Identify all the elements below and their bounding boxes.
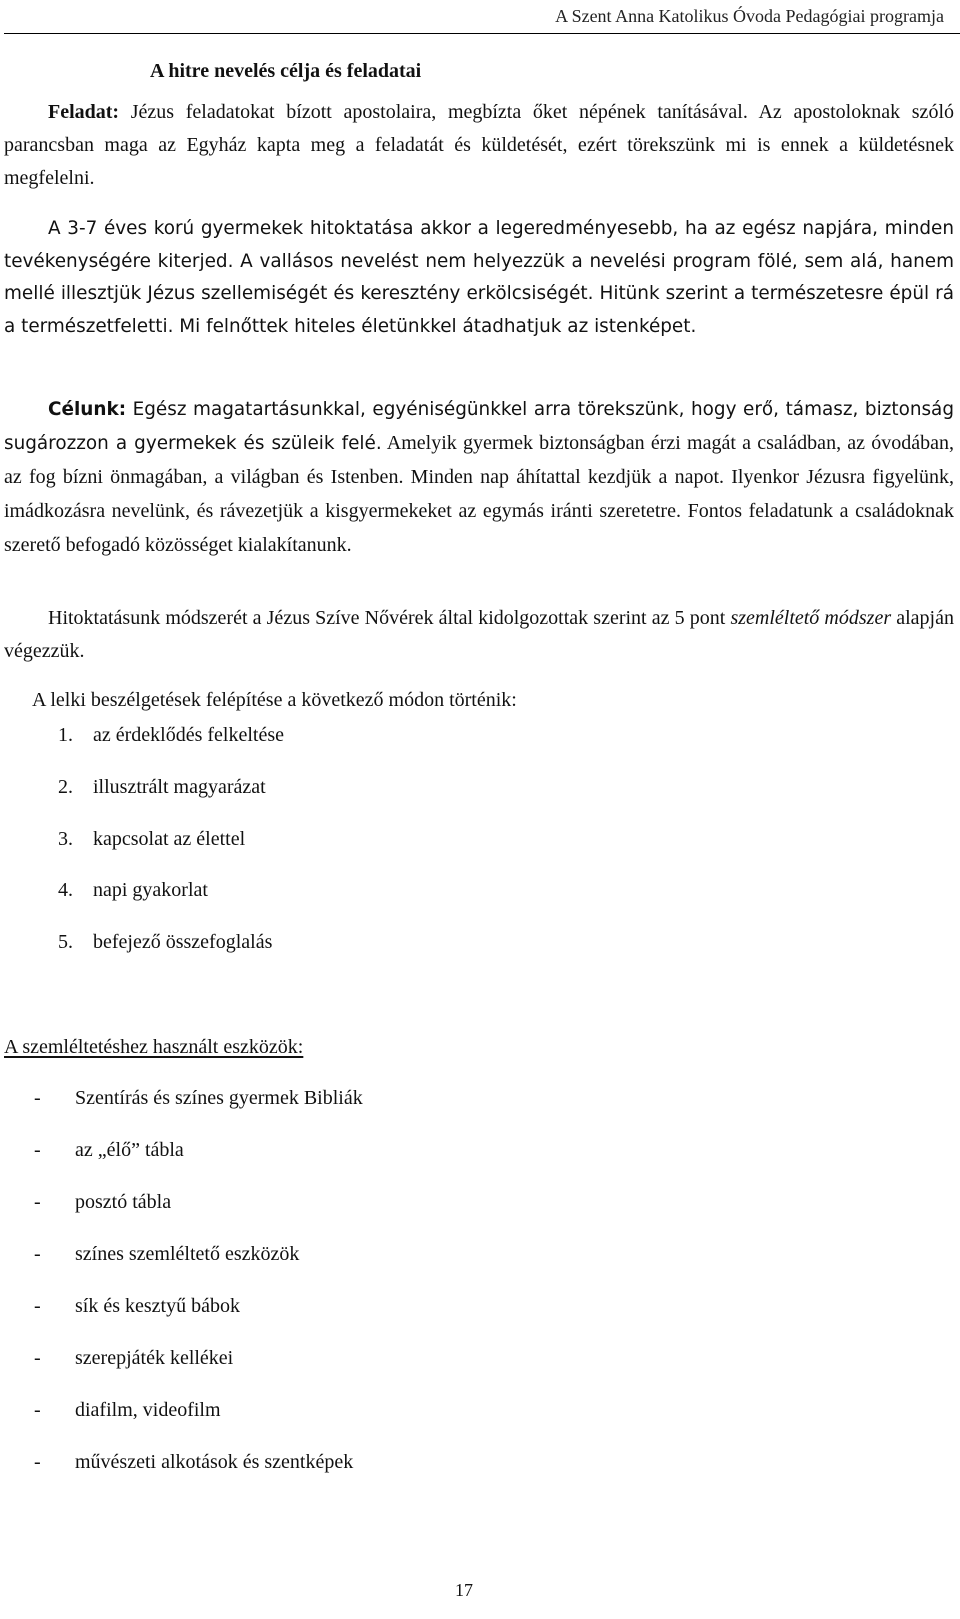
step-number: 2. xyxy=(58,776,73,798)
step-item xyxy=(58,874,208,907)
tool-item xyxy=(34,1238,299,1271)
paragraph-label-feladat: Feladat: xyxy=(48,101,120,123)
step-text: illusztrált magyarázat xyxy=(93,776,266,798)
paragraph-modszer xyxy=(4,602,954,668)
paragraph-feladat xyxy=(4,96,954,195)
tool-text: művészeti alkotások és szentképek xyxy=(75,1451,354,1473)
paragraph-text-feladat: Jézus feladatokat bízott apostolaira, megbízta őket népének tanításával. Az apostoloknak szóló parancsban maga az Egyház kapta meg a feladatát és küldetését, ezért törekszünk mi is ennek a küldetésnek megfelelni. xyxy=(4,101,954,189)
tool-text: posztó tábla xyxy=(75,1191,172,1213)
tool-bullet: - xyxy=(34,1139,41,1161)
running-header: A Szent Anna Katolikus Óvoda Pedagógiai programja xyxy=(555,6,944,26)
header-rule xyxy=(4,33,960,34)
step-number: 5. xyxy=(58,931,73,953)
section-heading: A hitre nevelés célja és feladatai xyxy=(150,60,422,82)
tool-text: színes szemléltető eszközök xyxy=(75,1243,300,1265)
tool-text: szerepjáték kellékei xyxy=(75,1347,234,1369)
step-item xyxy=(58,771,266,804)
step-item xyxy=(58,926,272,959)
tool-item xyxy=(34,1394,221,1427)
tool-item xyxy=(34,1290,240,1323)
tool-bullet: - xyxy=(34,1451,41,1473)
tool-bullet: - xyxy=(34,1243,41,1265)
step-number: 1. xyxy=(58,724,73,746)
step-number: 4. xyxy=(58,879,73,901)
tool-item xyxy=(34,1446,353,1479)
tool-bullet: - xyxy=(34,1191,41,1213)
paragraph-text-modszer-italic: szemléltető módszer xyxy=(730,607,892,629)
tool-bullet: - xyxy=(34,1347,41,1369)
tool-text: diafilm, videofilm xyxy=(75,1399,221,1421)
page-number: 17 xyxy=(455,1580,473,1600)
step-item xyxy=(58,823,245,856)
step-number: 3. xyxy=(58,828,73,850)
step-text: kapcsolat az élettel xyxy=(93,828,246,850)
paragraph-text-celunk-a: Egész magatartásunkkal, egyéniségünkkel arra törekszünk, hogy erő, támasz, biztonság sugározzon a gyermekek és szüleik felé. xyxy=(4,399,954,454)
step-text: napi gyakorlat xyxy=(93,879,208,901)
tool-text: sík és kesztyű bábok xyxy=(75,1295,240,1317)
step-text: az érdeklődés felkeltése xyxy=(93,724,285,746)
step-item xyxy=(58,719,284,752)
step-text: befejező összefoglalás xyxy=(93,931,273,953)
tools-heading: A szemléltetéshez használt eszközök: xyxy=(4,1036,304,1058)
tool-item xyxy=(34,1134,184,1167)
tool-item xyxy=(34,1342,233,1375)
paragraph-label-celunk: Célunk: xyxy=(48,399,127,420)
paragraph-text-celunk-b: Amelyik gyermek biztonságban érzi magát a családban, az óvodában, az fog bízni önmagában, a világban és Istenben. Minden nap áhítattal kezdjük a napot. Ilyenkor Jézusra figyelünk, imádkozásra nevelünk, és rávezetjük a kisgyermekeket az egymás iránti szeretetre. Fontos feladatunk a családoknak szerető befogadó közösséget kialakítanunk. xyxy=(4,432,954,556)
paragraph-hitoktatas: A 3-7 éves korú gyermekek hitoktatása akkor a legeredményesebb, ha az egész napjára, minden tevékenységére kiterjed. A vallásos nevelést nem helyezzük a nevelési program fölé, sem alá, hanem mellé illesztjük Jézus szellemiségét és keresztény erkölcsiségét. Hitünk szerint a természetesre épül rá a természetfeletti. Mi felnőttek hiteles életünkkel átadhatjuk az istenképet. xyxy=(4,218,954,337)
tool-text: Szentírás és színes gyermek Bibliák xyxy=(75,1087,363,1109)
tool-item xyxy=(34,1082,363,1115)
tool-item xyxy=(34,1186,171,1219)
tool-bullet: - xyxy=(34,1399,41,1421)
tool-bullet: - xyxy=(34,1295,41,1317)
tool-bullet: - xyxy=(34,1087,41,1109)
paragraph-text-modszer-after: alapján végezzük. xyxy=(4,607,954,662)
steps-intro: A lelki beszélgetések felépítése a következő módon történik: xyxy=(32,689,517,711)
paragraph-text-modszer-before: Hitoktatásunk módszerét a Jézus Szíve Nővérek által kidolgozottak szerint az 5 pont xyxy=(48,607,731,629)
paragraph-celunk xyxy=(4,393,954,563)
tool-text: az „élő” tábla xyxy=(75,1139,184,1161)
